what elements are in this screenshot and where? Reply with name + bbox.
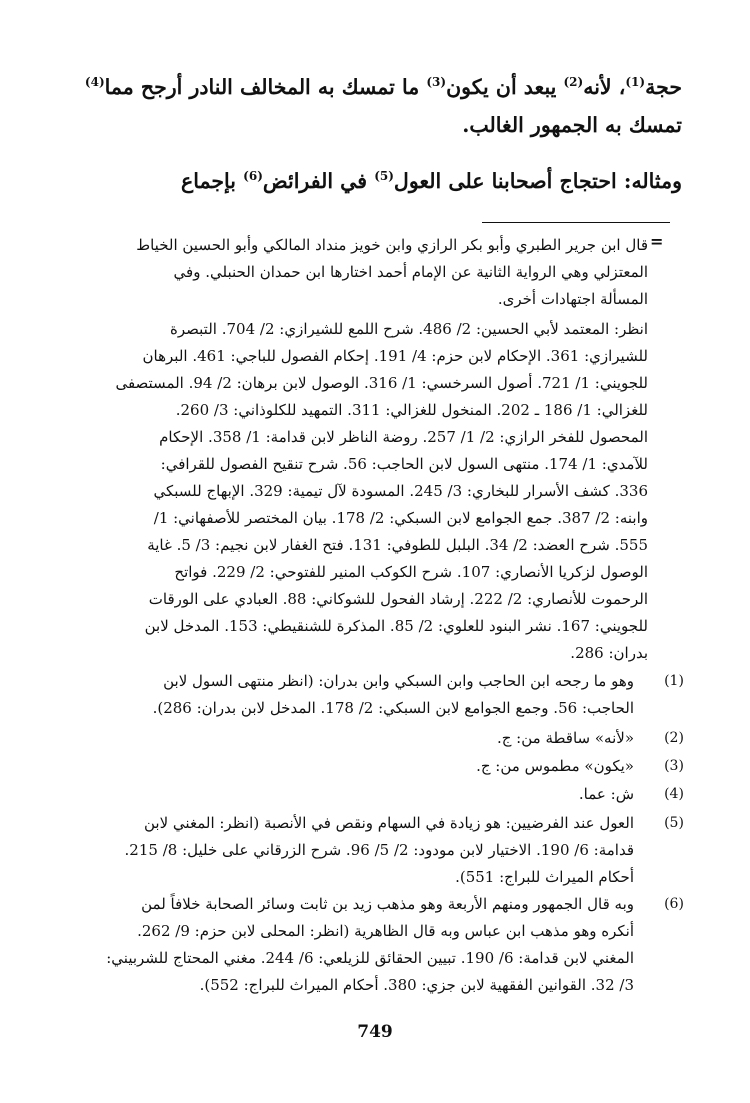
text-segment: بإجماع: [181, 169, 244, 193]
page-number: 749: [357, 1022, 393, 1042]
footnote-ref[interactable]: (3): [426, 75, 447, 90]
continued-footnote: [82, 232, 648, 313]
footnote-line: قدامة: 6/ 190. الاختيار لابن مودود: 2/ 5/ 96. شرح الزرقاني على خليل: 8/ 215.: [124, 841, 634, 859]
footnote-number: (3): [664, 758, 684, 774]
text-segment: ، لأنه: [583, 75, 626, 99]
footnote-number: (2): [664, 730, 684, 746]
footnote-number: (1): [664, 673, 684, 689]
footnote-line: وبه قال الجمهور ومنهم الأربعة وهو مذهب زيد بن ثابت وسائر الصحابة خلافاً لمن: [141, 895, 634, 913]
footnote-number: (4): [664, 786, 684, 802]
text-segment: يبعد أن يكون: [446, 75, 564, 99]
continued-line: المسألة اجتهادات أخرى.: [497, 290, 648, 308]
text-segment: ومثاله: احتجاج أصحابنا على العول: [393, 169, 682, 193]
main-line-2: [62, 106, 682, 144]
footnote-ref[interactable]: (6): [243, 169, 263, 184]
reference-line: وابنه: 2/ 387. جمع الجوامع لابن السبكي: 2/ 178. بيان المختصر للأصفهاني: 1/: [153, 509, 648, 527]
reference-line: للآمدي: 1/ 174. منتهى السول لابن الحاجب: 56. شرح تنقيح الفصول للقرافي:: [160, 455, 648, 473]
reference-line: الرحموت للأنصاري: 2/ 222. إرشاد الفحول للشوكاني: 88. العبادي على الورقات: [148, 590, 648, 608]
main-paragraph-2: [62, 162, 682, 200]
footnote-line: أحكام الميراث للبراج: 551).: [455, 868, 634, 886]
footnote-number: (6): [664, 896, 684, 912]
reference-line: للغزالي: 1/ 186 ـ 202. المنخول للغزالي: 311. التمهيد للكلوذاني: 3/ 260.: [175, 401, 648, 419]
continued-line: قال ابن جرير الطبري وأبو بكر الرازي وابن خويز منداد المالكي وأبو الحسين الخياط: [136, 236, 648, 254]
footnote-line: أنكره وهو مذهب ابن عباس وبه قال الظاهرية (انظر: المحلى لابن حزم: 9/ 262.: [137, 922, 634, 940]
footnote-ref[interactable]: (2): [563, 75, 584, 90]
references-block: [82, 316, 648, 667]
footnote-5: [70, 810, 684, 891]
footnote-line: 3/ 32. القوانين الفقهية لابن جزي: 380. أحكام الميراث للبراج: 552).: [199, 976, 634, 994]
footnote-2: [70, 725, 684, 752]
reference-line: للجويني: 167. نشر البنود للعلوي: 2/ 85. المذكرة للشنقيطي: 153. المدخل لابن: [144, 617, 648, 635]
reference-line: بدران: 286.: [570, 644, 648, 662]
continued-line: المعتزلي وهي الرواية الثانية عن الإمام أحمد اختارها ابن حمدان الحنبلي. وفي: [173, 263, 648, 281]
footnote-ref[interactable]: (4): [84, 75, 105, 90]
footnote-4: [70, 781, 684, 808]
reference-line: المحصول للفخر الرازي: 2/ 1/ 257. روضة الناظر لابن قدامة: 1/ 358. الإحكام: [159, 428, 648, 446]
text-segment: ما تمسك به المخالف النادر أرجح مما: [104, 75, 427, 99]
footnote-line: «يكون» مطموس من: ج.: [476, 757, 634, 775]
footnote-line: الحاجب: 56. وجمع الجوامع لابن السبكي: 2/ 178. المدخل لابن بدران: 286).: [152, 699, 634, 717]
reference-line: الوصول لزكريا الأنصاري: 107. شرح الكوكب المنير للفتوحي: 2/ 229. فواتح: [174, 563, 648, 581]
footnote-number: (5): [664, 815, 684, 831]
main-line-3: [62, 162, 682, 200]
text-segment: في الفرائض: [262, 169, 375, 193]
footnote-line: العول عند الفرضيين: هو زيادة في السهام ونقص في الأنصبة (انظر: المغني لابن: [144, 814, 634, 832]
footnote-6: [70, 891, 684, 999]
footnote-1: [70, 668, 684, 722]
footnote-divider: [482, 222, 670, 223]
text-segment: حجة: [645, 75, 682, 99]
text-segment: تمسك به الجمهور الغالب.: [462, 113, 682, 137]
footnote-ref[interactable]: (5): [374, 169, 394, 184]
reference-line: انظر: المعتمد لأبي الحسين: 2/ 486. شرح اللمع للشيرازي: 2/ 704. التبصرة: [170, 320, 648, 338]
reference-line: 555. شرح العضد: 2/ 34. البلبل للطوفي: 131. فتح الغفار لابن نجيم: 3/ 5. غاية: [147, 536, 648, 554]
continuation-mark: =: [650, 232, 664, 251]
footnote-line: ش: عما.: [578, 785, 634, 803]
footnote-line: المغني لابن قدامة: 6/ 190. تبيين الحقائق للزيلعي: 6/ 244. مغني المحتاج للشربيني:: [106, 949, 634, 967]
main-line-1: [62, 68, 682, 106]
reference-line: 336. كشف الأسرار للبخاري: 3/ 245. المسودة لآل تيمية: 329. الإبهاج للسبكي: [153, 482, 648, 500]
footnote-line: «لأنه» ساقطة من: ج.: [496, 729, 634, 747]
reference-line: للشيرازي: 361. الإحكام لابن حزم: 4/ 191. إحكام الفصول للباجي: 461. البرهان: [142, 347, 648, 365]
reference-line: للجويني: 1/ 721. أصول السرخسي: 1/ 316. الوصول لابن برهان: 2/ 94. المستصفى: [115, 374, 648, 392]
footnote-ref[interactable]: (1): [625, 75, 646, 90]
footnote-3: [70, 753, 684, 780]
footnote-line: وهو ما رجحه ابن الحاجب وابن السبكي وابن بدران: (انظر منتهى السول لابن: [163, 672, 634, 690]
main-paragraph: [62, 68, 682, 144]
